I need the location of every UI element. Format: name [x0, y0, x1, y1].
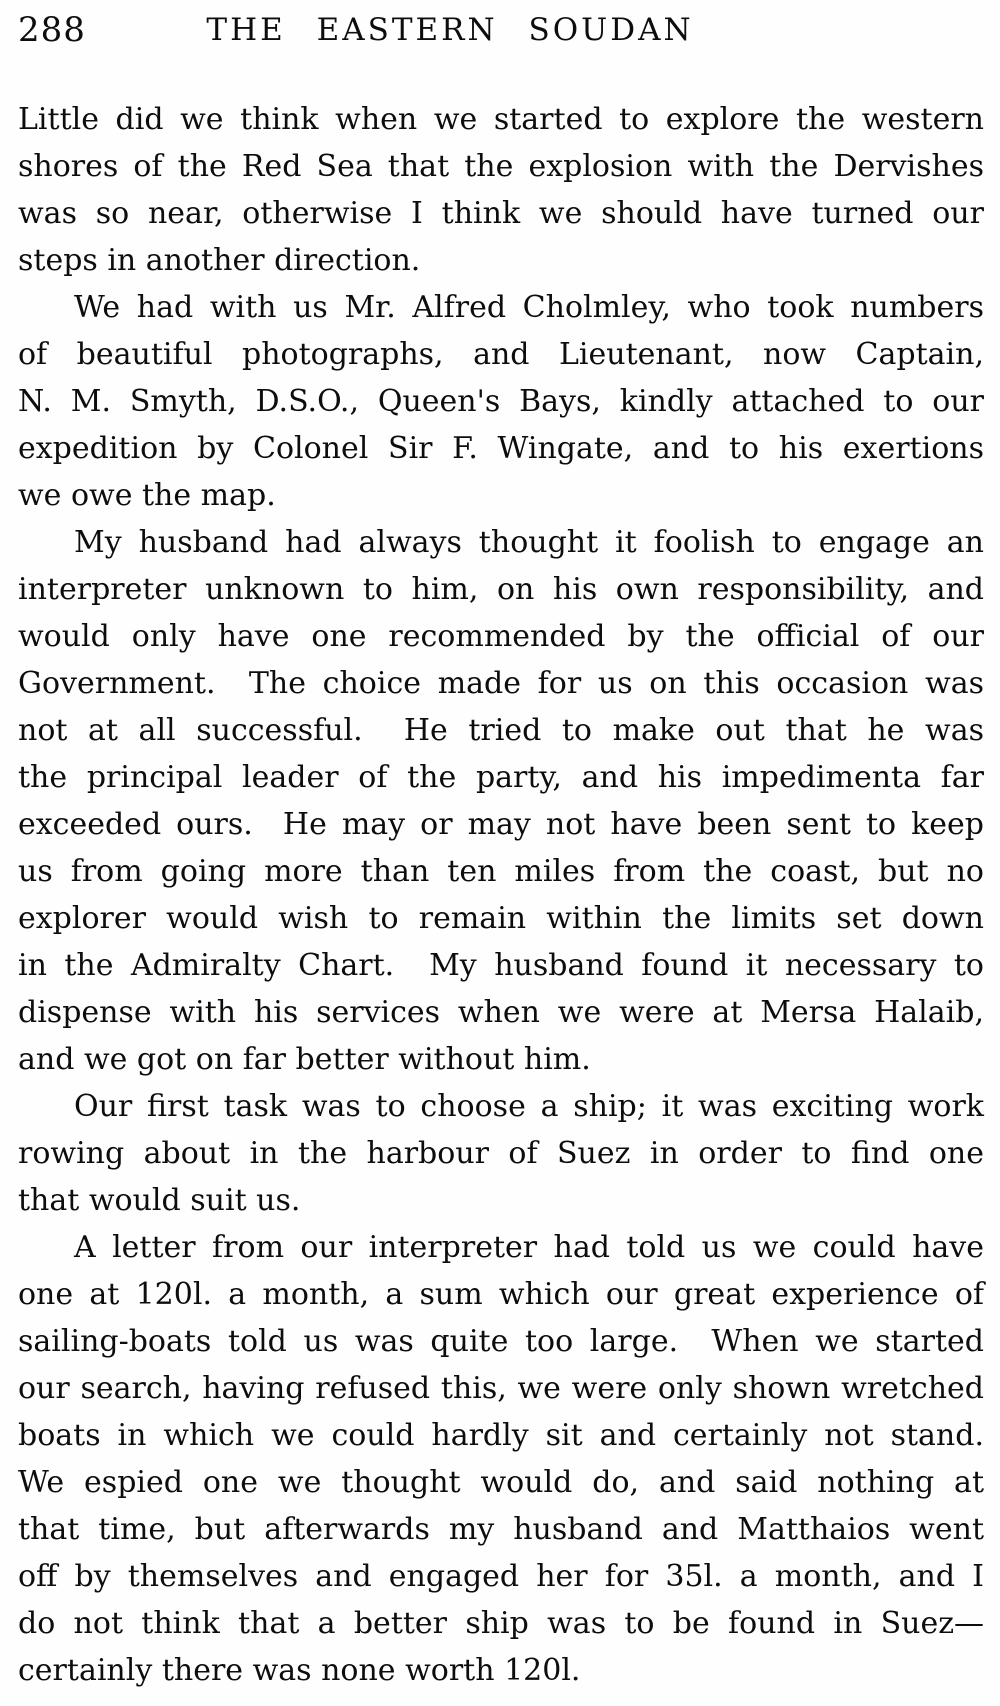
paragraph-5: [18, 1224, 984, 1694]
text-line: us from going more than ten miles from the coast, but no: [18, 854, 984, 889]
text-line: Government. The choice made for us on this occasion was: [18, 666, 984, 701]
text-line: not at all successful. He tried to make out that he was: [18, 713, 984, 748]
text-line: do not think that a better ship was to be found in Suez—: [18, 1606, 984, 1641]
text-line: was so near, otherwise I think we should have turned our: [18, 196, 984, 231]
text-line: We espied one we thought would do, and said nothing at: [18, 1465, 984, 1500]
text-line: A letter from our interpreter had told us we could have: [74, 1230, 984, 1265]
text-line: off by themselves and engaged her for 35l. a month, and I: [18, 1559, 984, 1594]
paragraph-1: [18, 96, 984, 284]
text-line: the principal leader of the party, and his impedimenta far: [18, 760, 984, 795]
text-line: of beautiful photographs, and Lieutenant, now Captain,: [18, 337, 984, 372]
text-line: Our first task was to choose a ship; it was exciting work: [74, 1089, 984, 1124]
text-line: explorer would wish to remain within the limits set down: [18, 901, 984, 936]
text-line: boats in which we could hardly sit and certainly not stand.: [18, 1418, 984, 1453]
text-line: that time, but afterwards my husband and Matthaios went: [18, 1512, 984, 1547]
running-title: THE EASTERN SOUDAN: [206, 12, 694, 48]
text-line: exceeded ours. He may or may not have been sent to keep: [18, 807, 984, 842]
text-line: we owe the map.: [18, 478, 276, 513]
text-line: one at 120l. a month, a sum which our great experience of: [18, 1277, 984, 1312]
text-line: rowing about in the harbour of Suez in order to find one: [18, 1136, 984, 1171]
text-line: that would suit us.: [18, 1183, 301, 1218]
text-line: dispense with his services when we were at Mersa Halaib,: [18, 995, 984, 1030]
text-line: interpreter unknown to him, on his own responsibility, and: [18, 572, 984, 607]
text-line: certainly there was none worth 120l.: [18, 1653, 581, 1688]
text-line: Little did we think when we started to explore the western: [18, 102, 984, 137]
paragraph-4: [18, 1083, 984, 1224]
paragraph-2: [18, 284, 984, 519]
page-number: 288: [18, 10, 86, 50]
text-line: and we got on far better without him.: [18, 1042, 591, 1077]
page-header: [0, 0, 1000, 70]
text-line: steps in another direction.: [18, 243, 421, 278]
paragraph-3: [18, 519, 984, 1083]
body-text: [18, 96, 984, 1694]
text-line: We had with us Mr. Alfred Cholmley, who took numbers: [74, 290, 984, 325]
text-line: N. M. Smyth, D.S.O., Queen's Bays, kindly attached to our: [18, 384, 984, 419]
text-line: shores of the Red Sea that the explosion with the Dervishes: [18, 149, 984, 184]
text-line: our search, having refused this, we were only shown wretched: [18, 1371, 984, 1406]
text-line: sailing-boats told us was quite too large. When we started: [18, 1324, 984, 1359]
text-line: would only have one recommended by the official of our: [18, 619, 984, 654]
text-line: in the Admiralty Chart. My husband found it necessary to: [18, 948, 984, 983]
text-line: My husband had always thought it foolish to engage an: [74, 525, 984, 560]
text-line: expedition by Colonel Sir F. Wingate, and to his exertions: [18, 431, 984, 466]
